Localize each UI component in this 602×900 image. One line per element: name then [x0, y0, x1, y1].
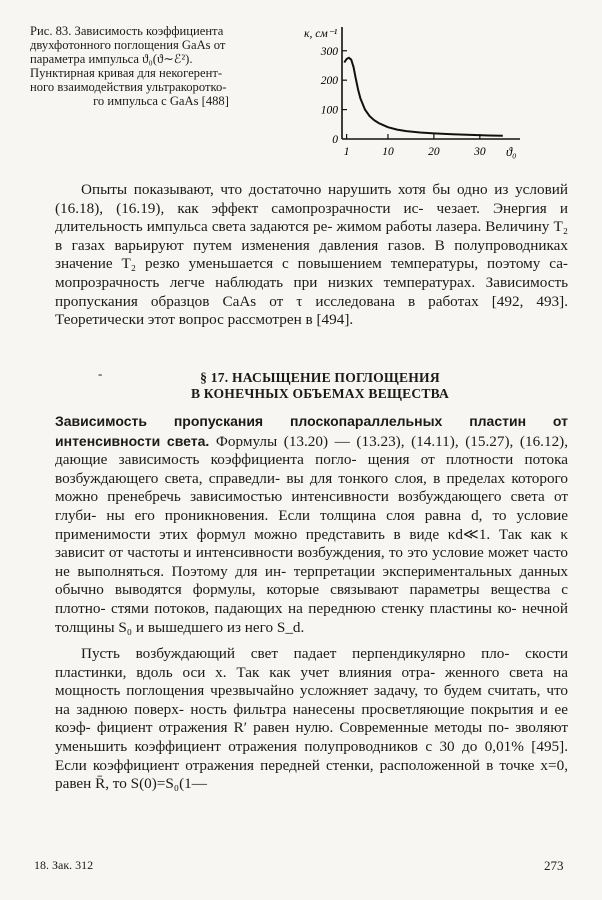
signature-mark: 18. Зак. 312 — [34, 858, 94, 872]
caption-line: параметра импульса ϑ₀(ϑ∼ℰ²). — [30, 52, 193, 66]
kappa-curve — [344, 58, 503, 136]
text-line: жимом работы лазера. Величину T₂ в газах варьируют путем — [55, 218, 569, 254]
paragraph-transmission — [55, 412, 568, 637]
text-line: женного света на мощность поглощения чрезвычайно — [55, 663, 568, 700]
y-tick-label: 200 — [320, 75, 338, 88]
x-tick-label: 20 — [428, 146, 440, 158]
caption-line: ного взаимодействия ультракоротко- — [30, 80, 227, 94]
text-line: усложняет задачу, то будем считать, что на заднюю поверх- — [55, 682, 568, 718]
x-tick-label: 30 — [474, 146, 486, 158]
caption-line: двухфотонного поглощения GaAs от — [30, 38, 226, 52]
text-line: терпретации экспериментальных данных обычно выводятся — [55, 562, 568, 599]
x-tick-label: 10 — [382, 146, 394, 158]
text-line: в [494]. — [305, 311, 354, 329]
text-line: то это условие может часто не выполняться. Поэтому для ин- — [55, 544, 569, 580]
text-line: стенки, расположенной в точке x=0, равен R̄, то S(0)=S₀(1— — [55, 756, 568, 793]
text-line: из условий (16.18), (16.19), как эффект самопрозрачности ис- — [55, 181, 569, 217]
x-axis-label: ϑ₀ — [506, 145, 517, 159]
y-tick-label: 300 — [320, 45, 338, 58]
caption-line: го импульса с GaAs [488] — [93, 94, 229, 108]
text-line: чезает. Энергия и длительность импульса света задаются ре- — [55, 199, 568, 236]
caption-line: Пунктирная кривая для некогерент- — [30, 66, 223, 80]
text-line: работах [492, 493]. Теоретически этот вопрос рассмотрен — [55, 292, 569, 329]
stray-mark: - — [98, 366, 103, 381]
text-line: Пусть возбуждающий свет падает перпендикулярно пло- — [81, 645, 510, 662]
runin-heading: Зависимость пропускания плоскопараллельных пластин от — [55, 413, 568, 429]
y-tick-label: 0 — [332, 134, 338, 146]
text-line: Формулы (13.20) — (13.23), (14.11), — [209, 432, 459, 450]
text-line: изменения давления газов. В полупроводниках значение T₂ — [55, 236, 568, 273]
text-line: стями потоков, падающих на переднюю стенку пластины ко- — [110, 599, 517, 617]
y-axis-label: κ, см⁻¹ — [304, 28, 338, 40]
text-line: применимости этих формул можно представить в виде κd≪1. — [55, 525, 491, 543]
section-heading: § 17. НАСЫЩЕНИЕ ПОГЛОЩЕНИЯ — [200, 370, 440, 385]
text-line: (15.27), (16.12), дающие зависимость коэффициента погло- — [55, 432, 569, 469]
text-line: зависимостью интенсивности возбуждающего света от глуби- — [55, 488, 569, 524]
text-line: с 30 до 0,01% [495]. Если коэффициент отражения передней — [55, 737, 568, 774]
text-line: щения от плотности потока возбуждающего света, справедли- — [55, 451, 568, 487]
text-line: формулы, которые связывают параметры вещества с плотно- — [55, 581, 569, 617]
runin-heading: интенсивности света. — [55, 432, 210, 449]
text-line: ность фильтра нанесены просветляющие покрытия и ее коэф- — [55, 700, 568, 737]
text-line: резко уменьшается с повышением температуры, поэтому са- — [145, 255, 568, 273]
text-line: скости пластинки, вдоль оси x. Так как учет влияния отра- — [55, 645, 568, 681]
text-line: зволяют уменьшить коэффициент отражения полупроводников — [55, 719, 568, 755]
text-line: мопрозрачность легче наблюдать при низких температурах. — [55, 273, 476, 291]
paragraph-incident-light — [55, 645, 568, 794]
kappa-vs-theta-chart — [300, 22, 530, 167]
text-line: фициент отражения R′ равен нулю. Современные методы по- — [96, 719, 510, 737]
text-line: вы для тонкого слоя, в пределах которого можно пренебречь — [55, 469, 569, 506]
text-line: Так как κ зависит от частоты и интенсивности возбуждения, — [55, 525, 568, 562]
text-line: Зависимость пропускания образцов CaAs от τ исследована в — [55, 273, 569, 310]
paragraph-self-transparency — [55, 181, 568, 330]
text-line: ны его проникновения. Если толщина слоя равна d, то условие — [106, 506, 568, 524]
text-line: Опыты показывают, что достаточно нарушить хотя бы одно — [81, 181, 488, 198]
text-line: нечной толщины S₀ и вышедшего из него S_d. — [55, 599, 568, 636]
section-heading-line2: В КОНЕЧНЫХ ОБЪЕМАХ ВЕЩЕСТВА — [190, 386, 450, 401]
y-tick-label: 100 — [320, 104, 338, 117]
caption-line: Рис. 83. Зависимость коэффициента — [30, 24, 224, 38]
x-tick-label: 1 — [343, 146, 350, 158]
page-number: 273 — [544, 858, 564, 873]
figure-caption — [30, 24, 292, 108]
chart-series — [344, 58, 503, 136]
